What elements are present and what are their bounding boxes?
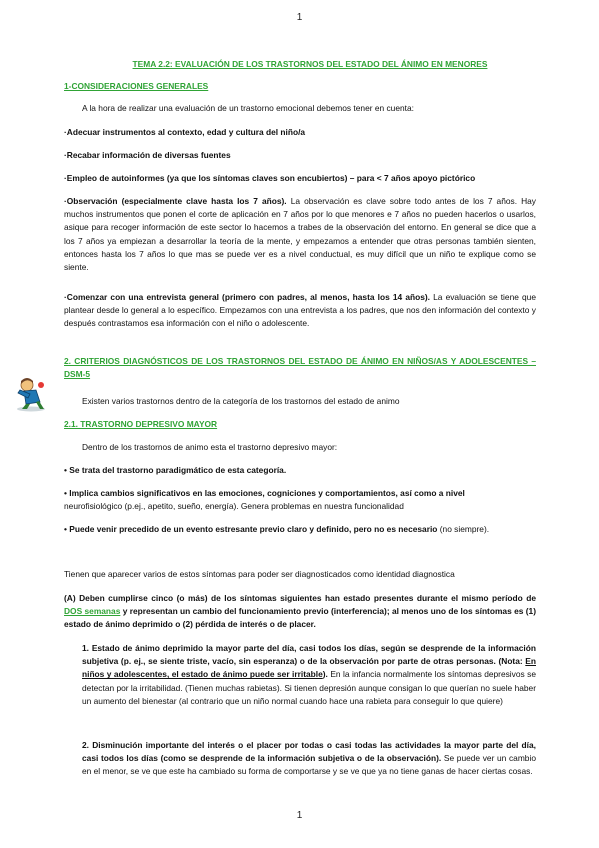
entrevista-text: La evaluación se tiene que plantear desde lo general a lo específico. Empezamos con una entrevista a los padres, que nos den información del contexto y después contrastamos esa información con el niño o adolescente. (64, 292, 536, 329)
symptoms-paragraph: Tienen que aparecer varios de estos síntomas para poder ser diagnosticados como identidad diagnostica (64, 569, 455, 579)
item-1 (82, 642, 536, 708)
bullet-observacion (64, 195, 536, 274)
observacion-text: La observación es clave sobre todo antes de los 7 años. Hay muchos instrumentos que ponen el corte de aplicación en 7 años por lo que menores e 7 años no pueden hacerlos o usarlos, asique para recoger información de este sector lo hacemos a trabes de la observación del entorno. En general se dice que a los 7 años ya empiezan a desarrollar la teoría de la mente, y empezamos a entender que otras personas también sienten, entonces hasta los 7 años lo que mas se puede ver es a nivel conductual, es muy difícil que un niño te explique como se siente. (64, 196, 536, 273)
section-1-heading: 1-CONSIDERACIONES GENERALES (64, 81, 209, 91)
estresante-text: (no siempre). (437, 524, 490, 534)
item-1-close: ). (322, 669, 328, 680)
criterion-cambios (64, 487, 536, 513)
bullet-recabar: ·Recabar información de diversas fuentes (64, 150, 231, 160)
item-2 (82, 739, 536, 779)
item-1-note: En niños y adolescentes, el estado de ánimo puede ser irritable (82, 656, 536, 680)
bullet-entrevista (64, 291, 536, 331)
page-number-top: 1 (296, 12, 303, 23)
page-number-bottom: 1 (296, 810, 303, 821)
section-2-1-intro: Dentro de los trastornos de animo esta el trastorno depresivo mayor: (82, 442, 338, 452)
item-2-bold: 2. Disminución importante del interés o el placer por todas o casi todas las actividades la mayor parte del día, casi todos los días (como se desprende de la información subjetiva o de la observación). (82, 740, 536, 764)
observacion-bold: ·Observación (especialmente clave hasta los 7 años). (64, 196, 287, 206)
cambios-text: neurofisiológico (p.ej., apetito, sueño, energía). Genera problemas en nuestra funcionalidad (64, 501, 404, 512)
criterion-a-part1: (A) Deben cumplirse cinco (o más) de los síntomas siguientes han estado presentes durante el mismo período de (64, 593, 536, 603)
bullet-autoinformes: ·Empleo de autoinformes (ya que los síntomas claves son encubiertos) – para < 7 años apoyo pictórico (64, 173, 476, 183)
section-2-1-heading: 2.1. TRASTORNO DEPRESIVO MAYOR (64, 419, 218, 429)
bullet-adecuar: ·Adecuar instrumentos al contexto, edad y cultura del niño/a (64, 127, 306, 137)
criterion-a-part2: y representan un cambio del funcionamiento previo (interferencia); al menos uno de los síntomas es (1) estado de ánimo deprimido o (2) pérdida de interés o de placer. (64, 606, 536, 630)
section-2-heading: 2. CRITERIOS DIAGNÓSTICOS DE LOS TRASTORNOS DEL ESTADO DE ÁNIMO EN NIÑOS/AS Y ADOLESCENTES – DSM-5 (64, 356, 536, 380)
section-2-intro: Existen varios trastornos dentro de la categoría de los trastornos del estado de animo (82, 396, 400, 406)
criterion-paradigmatico: • Se trata del trastorno paradigmático de esta categoría. (64, 465, 287, 475)
criterion-estresante (64, 523, 536, 536)
criterion-a (64, 592, 536, 632)
entrevista-bold: ·Comenzar con una entrevista general (primero con padres, al menos, hasta los 14 años). (64, 292, 431, 302)
item-2-text: Se puede ver un cambio en el menor, se ve que este ha cambiado su forma de comportarse y se ve que ya no tiene ganas de hacer ciertas cosas. (82, 753, 536, 777)
sad-person-icon (14, 376, 48, 412)
section-1-intro: A la hora de realizar una evaluación de un trastorno emocional debemos tener en cuenta: (82, 103, 414, 113)
item-1-text: En la infancia normalmente los síntomas depresivos se detectan por la irritabilidad. (Tienen muchas rabietas). Si tienen depresión aunque consigan lo que querían no suele haber un aumento del bienestar (al contrario que un niño normal cuando hace una rabieta para conseguir lo que quiere) (82, 669, 536, 706)
page-title: TEMA 2.2: EVALUACIÓN DE LOS TRASTORNOS DEL ESTADO DEL ÁNIMO EN MENORES (132, 59, 488, 69)
estresante-bold: • Puede venir precedido de un evento estresante previo claro y definido, pero no es necesario (64, 524, 438, 534)
dos-semanas: DOS semanas (64, 606, 121, 617)
item-1-bold: 1. Estado de ánimo deprimido la mayor parte del día, casi todos los días, según se desprende de la información subjetiva (p. ej., se siente triste, vacío, sin esperanza) o de la observación por parte de otras personas. (Nota: (82, 643, 536, 667)
cambios-bold: • Implica cambios significativos en las emociones, cogniciones y comportamientos, así como a nivel (64, 488, 465, 498)
